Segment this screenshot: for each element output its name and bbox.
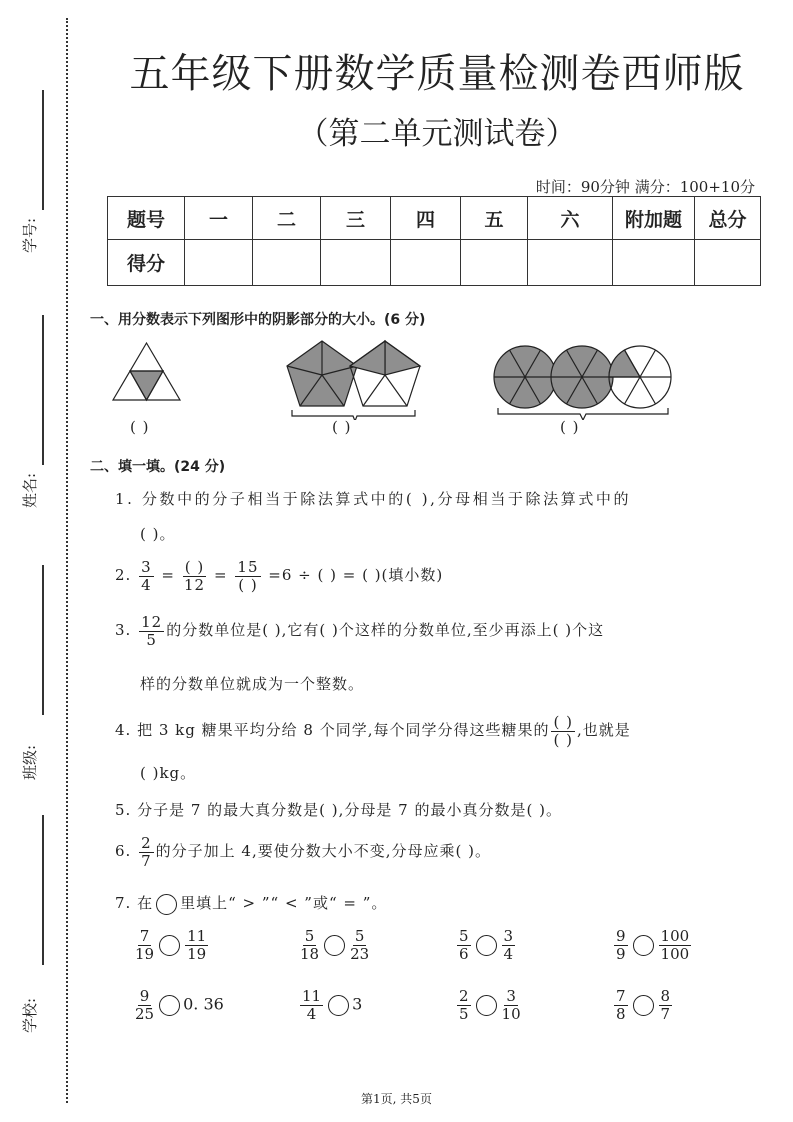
student-id-label: 学号: — [21, 217, 40, 254]
header-cell: 附加题 — [613, 197, 695, 240]
comparison-item — [133, 988, 224, 1022]
brace-circles — [498, 408, 668, 420]
fraction-blank[interactable]: $\frac{( )}{12}$ — [183, 558, 206, 594]
question-1-cont: ( )。 — [140, 525, 176, 543]
circle-figure-3 — [609, 346, 671, 408]
score-cell[interactable] — [321, 240, 391, 286]
fraction: $\frac{5}{6}$ — [459, 927, 469, 963]
header-cell: 一 — [185, 197, 253, 240]
q3-text: 的分数单位是( ),它有( )个这样的分数单位,至少再添上( )个这 — [166, 621, 605, 639]
fraction: $\frac{3}{4}$ — [503, 927, 514, 963]
fraction: $\frac{7}{8}$ — [616, 987, 626, 1023]
fraction: $\frac{9}{25}$ — [135, 987, 155, 1023]
header-cell: 总分 — [695, 197, 761, 240]
comparison-item — [612, 928, 693, 962]
compare-circle[interactable] — [159, 935, 180, 956]
fraction: $\frac{9}{9}$ — [616, 927, 626, 963]
exam-meta: 时间：90分钟 满分：100+10分 — [535, 178, 755, 196]
compare-circle[interactable] — [633, 995, 654, 1016]
q2-rest: =6 ÷ ( ) = ( )(填小数) — [268, 566, 444, 584]
name-label: 姓名: — [21, 472, 40, 509]
fraction: $\frac{3}{10}$ — [501, 987, 521, 1023]
compare-circle[interactable] — [633, 935, 654, 956]
header-cell: 五 — [461, 197, 528, 240]
q4-text-end: ,也就是 — [576, 721, 631, 739]
fraction: $\frac{100}{100}$ — [660, 927, 690, 963]
q7-text: 7. 在 — [115, 894, 154, 912]
header-cell: 四 — [391, 197, 461, 240]
fraction: $\frac{8}{7}$ — [660, 987, 671, 1023]
answer-blank-3[interactable]: ( ) — [560, 418, 580, 436]
header-cell: 三 — [321, 197, 391, 240]
header-cell: 二 — [253, 197, 321, 240]
triangle-figure — [113, 343, 180, 400]
pentagon-figure-2 — [350, 341, 420, 406]
score-cell[interactable] — [613, 240, 695, 286]
circle-icon — [156, 894, 177, 915]
question-1: 1. 分数中的分子相当于除法算式中的( ),分母相当于除法算式中的 — [115, 490, 632, 508]
fraction: $\frac{11}{19}$ — [187, 927, 207, 963]
school-label: 学校: — [21, 997, 40, 1034]
score-cell[interactable] — [185, 240, 253, 286]
page-title: 五年级下册数学质量检测卷西师版 — [129, 51, 745, 97]
q4-text: 4. 把 3 kg 糖果平均分给 8 个同学,每个同学分得这些糖果的 — [115, 721, 550, 739]
class-line — [42, 565, 44, 715]
question-4-cont: ( )kg。 — [140, 764, 197, 782]
header-cell: 题号 — [108, 197, 185, 240]
compare-circle[interactable] — [324, 935, 345, 956]
comparison-item — [612, 988, 674, 1022]
binding-dashed-line — [66, 18, 68, 1103]
fraction: $\frac{2}{5}$ — [459, 987, 469, 1023]
fraction: $\frac{3}{4}$ — [141, 558, 152, 594]
fraction-figures — [0, 330, 793, 420]
comparison-item — [298, 988, 362, 1022]
compare-circle[interactable] — [476, 935, 497, 956]
compare-circle[interactable] — [476, 995, 497, 1016]
equals: = — [214, 566, 228, 584]
pentagon-figure-1 — [287, 341, 357, 406]
score-cell[interactable] — [253, 240, 321, 286]
question-7 — [115, 892, 387, 915]
brace-pentagons — [292, 410, 415, 420]
fraction-blank[interactable]: $\frac{( )}{( )}$ — [553, 713, 573, 749]
row-label: 得分 — [108, 240, 185, 286]
question-3 — [115, 614, 604, 648]
comparison-item — [455, 928, 517, 962]
question-6 — [115, 835, 491, 869]
question-5: 5. 分子是 7 的最大真分数是( ),分母是 7 的最小真分数是( )。 — [115, 801, 562, 819]
circle-figure-1 — [494, 346, 556, 408]
score-cell[interactable] — [528, 240, 613, 286]
score-cell[interactable] — [695, 240, 761, 286]
compare-circle[interactable] — [159, 995, 180, 1016]
q3-number: 3. — [115, 621, 132, 639]
fraction: $\frac{5}{18}$ — [300, 927, 320, 963]
page-subtitle: （第二单元测试卷） — [297, 116, 577, 152]
page-footer: 第1页, 共5页 — [361, 1092, 432, 1106]
question-2 — [115, 559, 443, 593]
comparison-item — [455, 988, 523, 1022]
fraction: $\frac{7}{19}$ — [135, 927, 155, 963]
school-line — [42, 815, 44, 965]
answer-blank-1[interactable]: ( ) — [130, 418, 150, 436]
class-label: 班级: — [21, 744, 40, 781]
fraction: $\frac{5}{23}$ — [350, 927, 370, 963]
section1-heading: 一、用分数表示下列图形中的阴影部分的大小。(6 分) — [90, 312, 426, 328]
number: 0. 36 — [183, 994, 224, 1014]
equals: = — [161, 566, 175, 584]
comparison-item — [133, 928, 210, 962]
score-cell[interactable] — [461, 240, 528, 286]
answer-blank-2[interactable]: ( ) — [332, 418, 352, 436]
question-3-cont: 样的分数单位就成为一个整数。 — [140, 675, 365, 693]
score-cell[interactable] — [391, 240, 461, 286]
question-4 — [115, 714, 631, 748]
number: 3 — [352, 994, 363, 1014]
fraction: $\frac{2}{7}$ — [141, 834, 152, 870]
compare-circle[interactable] — [328, 995, 349, 1016]
q2-number: 2. — [115, 566, 132, 584]
q6-text: 的分子加上 4,要使分数大小不变,分母应乘( )。 — [155, 842, 491, 860]
q7-text-end: 里填上“ > ”“ < ”或“ = ”。 — [180, 894, 388, 912]
fraction: $\frac{12}{5}$ — [141, 613, 163, 649]
score-table — [107, 196, 761, 286]
q6-number: 6. — [115, 842, 132, 860]
comparison-item — [298, 928, 371, 962]
fraction-blank[interactable]: $\frac{15}{( )}$ — [237, 558, 259, 594]
section2-heading: 二、填一填。(24 分) — [90, 459, 226, 475]
header-cell: 六 — [528, 197, 613, 240]
circle-figure-2 — [551, 346, 613, 408]
fraction: $\frac{11}{4}$ — [302, 987, 322, 1023]
